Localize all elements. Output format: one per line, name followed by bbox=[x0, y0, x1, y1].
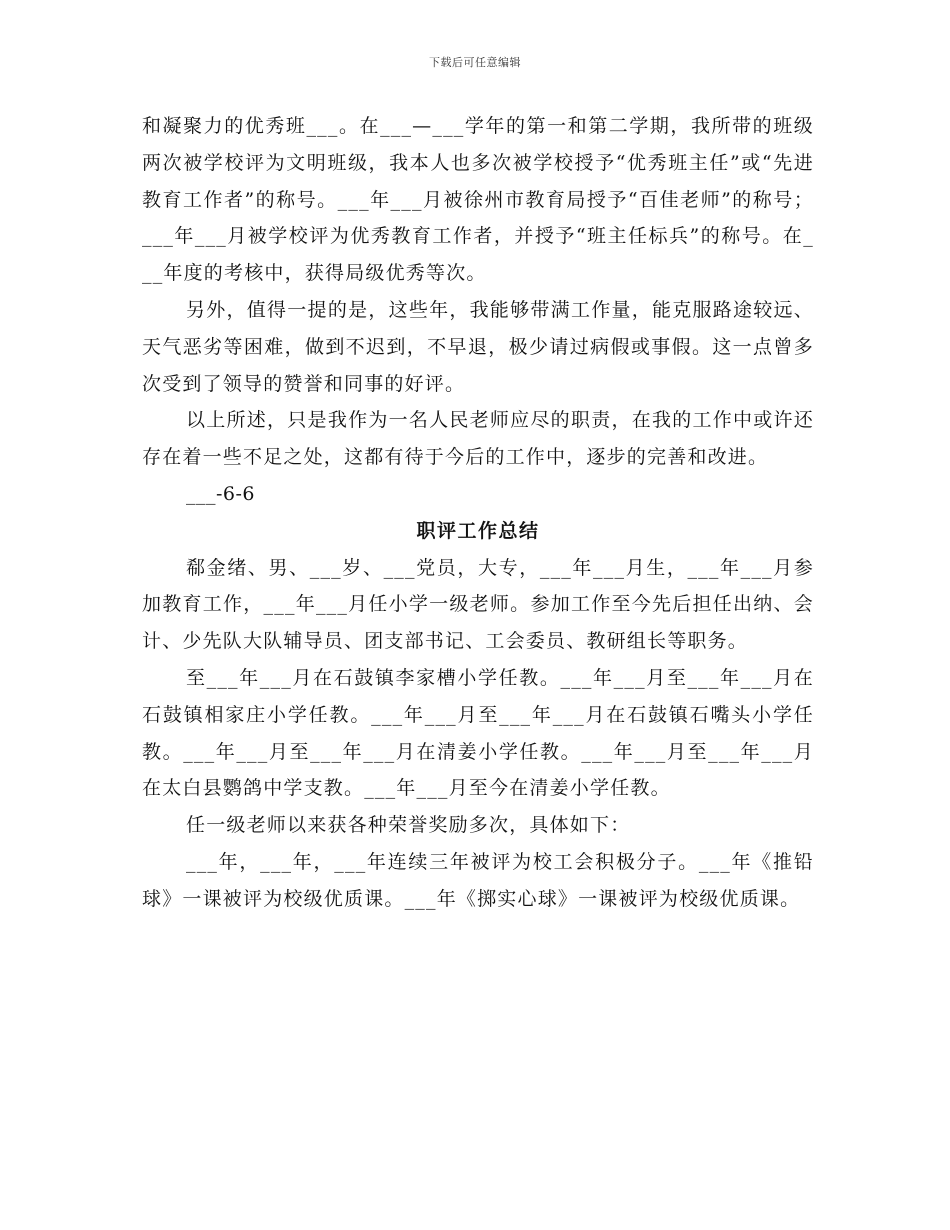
document-body bbox=[142, 108, 814, 918]
section-title: 职评工作总结 bbox=[416, 519, 540, 542]
page-header-note: 下载后可任意编辑 bbox=[429, 56, 521, 69]
document-date: ___-6-6 bbox=[186, 482, 256, 505]
paragraph-attendance: 另外，值得一提的是，这些年，我能够带满工作量，能克服路途较远、天气恶劣等困难，做到不迟到，不早退，极少请过病假或事假。这一点曾多次受到了领导的赞誉和同事的好评。 bbox=[142, 298, 814, 395]
paragraph-conclusion: 以上所述，只是我作为一名人民老师应尽的职责，在我的工作中或许还存在着一些不足之处，这都有待于今后的工作中，逐步的完善和改进。 bbox=[142, 409, 814, 469]
paragraph-honors: 和凝聚力的优秀班___。在___—___学年的第一和第二学期，我所带的班级两次被学校评为文明班级，我本人也多次被学校授予“优秀班主任”或“先进教育工作者”的称号。___年___月被徐州市教育局授予“百佳老师”的称号；___年___月被学校评为优秀教育工作者，并授予“班主任标兵”的称号。在___年度的考核中，获得局级优秀等次。 bbox=[142, 115, 814, 285]
paragraph-work-history: 至___年___月在石鼓镇李家槽小学任教。___年___月至___年___月在石鼓镇相家庄小学任教。___年___月至___年___月在石鼓镇石嘴头小学任教。___年___月至___年___月在清姜小学任教。___年___月至___年___月在太白县鹦鸽中学支教。___年___月至今在清姜小学任教。 bbox=[142, 666, 814, 800]
paragraph-awards-list: ___年，___年，___年连续三年被评为校工会积极分子。___年《推铅球》一课被评为校级优质课。___年《掷实心球》一课被评为校级优质课。 bbox=[142, 850, 814, 910]
paragraph-awards-intro: 任一级老师以来获各种荣誉奖励多次，具体如下： bbox=[186, 814, 631, 837]
paragraph-personal-info: 郗金绪、男、___岁、___党员，大专，___年___月生，___年___月参加教育工作，___年___月任小学一级老师。参加工作至今先后担任出纳、会计、少先队大队辅导员、团支部书记、工会委员、教研组长等职务。 bbox=[142, 556, 814, 653]
